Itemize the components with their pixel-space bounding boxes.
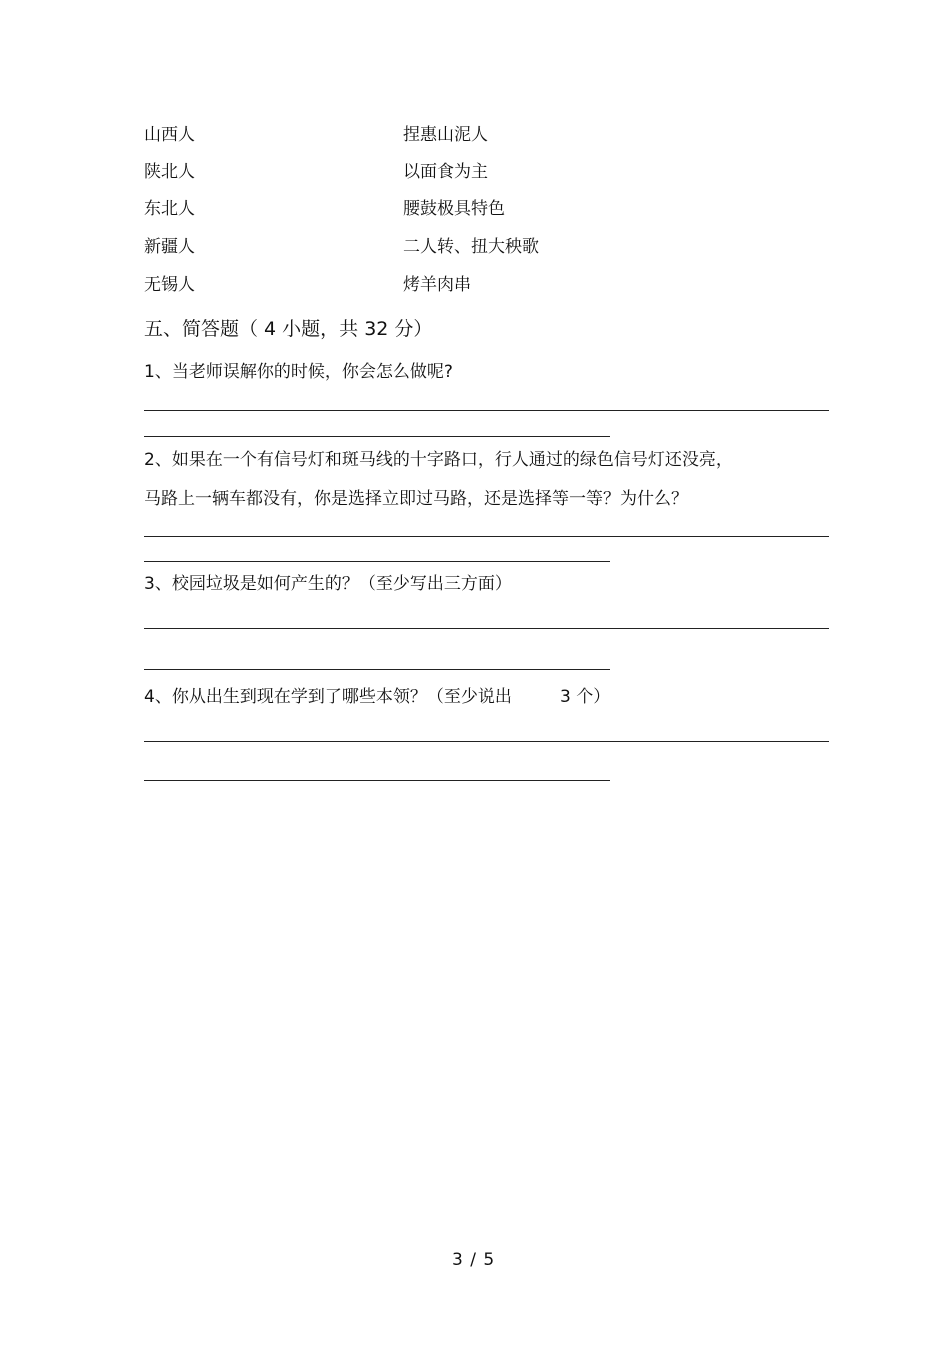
answer-line[interactable] (144, 561, 610, 562)
answer-line[interactable] (144, 436, 610, 437)
matching-left-item: 无锡人 (144, 275, 195, 295)
matching-left-item: 山西人 (144, 125, 195, 145)
matching-right-item: 以面食为主 (403, 162, 488, 182)
question-4-text-count: 3 个） (560, 687, 611, 707)
question-2-text: 2、如果在一个有信号灯和斑马线的十字路口，行人通过的绿色信号灯还没亮， (144, 450, 733, 470)
answer-line[interactable] (144, 628, 829, 629)
answer-line[interactable] (144, 536, 829, 537)
page-number: 3 / 5 (452, 1250, 496, 1270)
matching-right-item: 烤羊肉串 (403, 275, 471, 295)
matching-left-item: 东北人 (144, 199, 195, 219)
matching-right-item: 捏惠山泥人 (403, 125, 488, 145)
section-heading: 五、简答题（ 4 小题，共 32 分） (144, 318, 433, 340)
matching-left-item: 陕北人 (144, 162, 195, 182)
question-3-text: 3、校园垃圾是如何产生的？（至少写出三方面） (144, 574, 512, 594)
answer-line[interactable] (144, 780, 610, 781)
matching-left-item: 新疆人 (144, 237, 195, 257)
answer-line[interactable] (144, 741, 829, 742)
answer-line[interactable] (144, 410, 829, 411)
answer-line[interactable] (144, 669, 610, 670)
matching-right-item: 腰鼓极具特色 (403, 199, 505, 219)
question-1-text: 1、当老师误解你的时候，你会怎么做呢? (144, 362, 453, 382)
question-2-text-continued: 马路上一辆车都没有，你是选择立即过马路，还是选择等一等？为什么？ (144, 489, 688, 509)
matching-right-item: 二人转、扭大秧歌 (403, 237, 539, 257)
question-4-text: 4、你从出生到现在学到了哪些本领？（至少说出 (144, 687, 512, 707)
